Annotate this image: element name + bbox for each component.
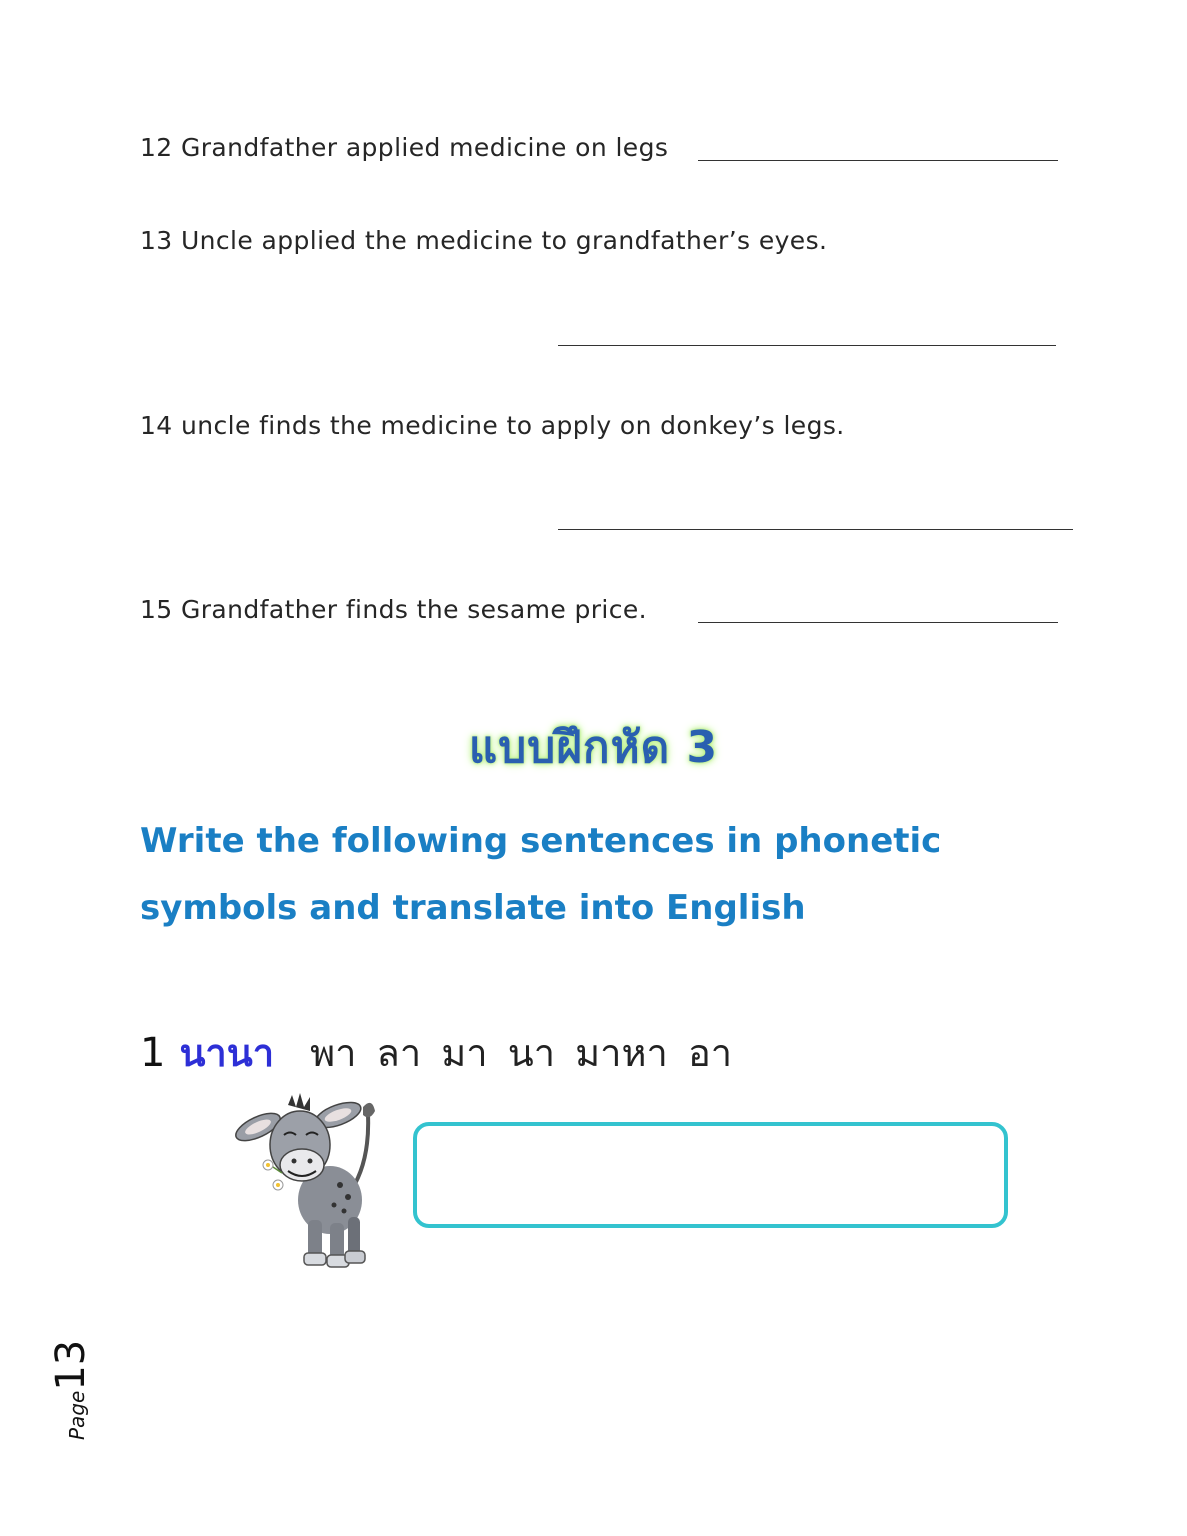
item-keyword: นานา (179, 1031, 275, 1075)
page-number-value: 13 (48, 1339, 94, 1391)
exercise-title: แบบฝึกหัด 3 (468, 722, 719, 773)
answer-box-1[interactable] (413, 1122, 1008, 1228)
question-14: 14 uncle finds the medicine to apply on donkey’s legs. (140, 411, 845, 440)
exercise-instruction: Write the following sentences in phonetic symbols and translate into English (140, 821, 942, 928)
page-number (48, 1340, 94, 1440)
answer-line-14[interactable] (558, 529, 1073, 530)
question-15: 15 Grandfather finds the sesame price. (140, 595, 648, 624)
page-label: Page (65, 1390, 89, 1440)
question-13: 13 Uncle applied the medicine to grandfather’s eyes. (140, 226, 828, 255)
question-12: 12 Grandfather applied medicine on legs (140, 133, 669, 162)
donkey-illustration (230, 1085, 380, 1270)
answer-line-15[interactable] (698, 622, 1058, 623)
item-sentence: พา ลา มา นา มาหา อา (310, 1031, 733, 1075)
answer-line-13[interactable] (558, 345, 1056, 346)
item-number: 1 (140, 1030, 166, 1076)
answer-line-12[interactable] (698, 160, 1058, 161)
exercise-item-1 (140, 1022, 732, 1083)
